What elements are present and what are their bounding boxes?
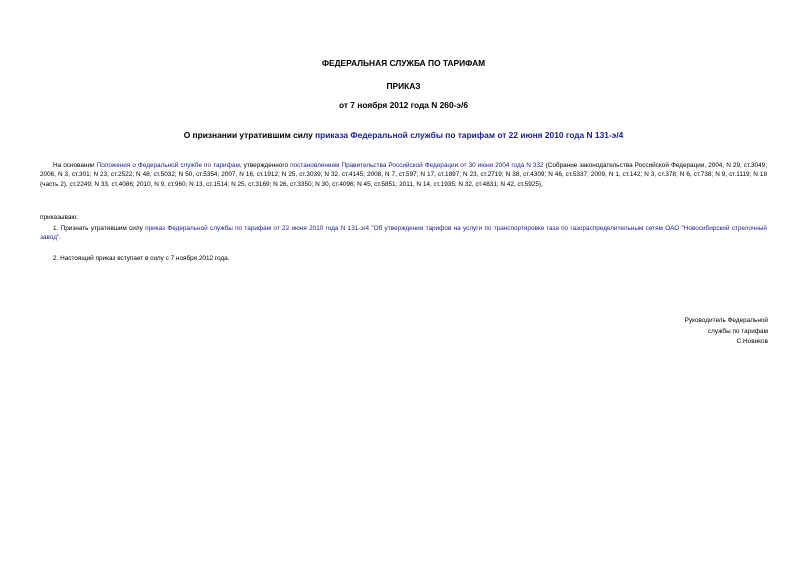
basis-text-2: , утвержденного (239, 162, 291, 169)
order-item-2: 2. Настоящий приказ вступает в силу с 7 ноября 2012 года. (53, 255, 230, 262)
title-text: О признании утратившим силу (183, 130, 316, 140)
order-item-1 (40, 224, 767, 243)
document-title (0, 130, 807, 140)
signature-position-line-1: Руководитель Федеральной (684, 317, 768, 324)
government-decree-link[interactable]: постановлением Правительства Российской Федерации от 30 июня 2004 года N 332 (290, 162, 544, 169)
document-type: ПРИКАЗ (386, 81, 421, 91)
signature-block (685, 316, 768, 348)
repealed-order-link[interactable]: приказ Федеральной службы по тарифам от 22 июня 2010 года N 131-э/4 "Об утверждении тарифов на услуги по транспортировке газа по газораспределительным сетям ОАО "Новосибирский стрелочный завод" (40, 225, 767, 242)
signature-position-line-2: службы по тарифам (707, 327, 768, 335)
order-word: приказываю: (40, 214, 78, 221)
title-link[interactable]: приказа Федеральной службы по тарифам от 22 июня 2010 года N 131-э/4 (315, 130, 624, 140)
signatory-name: С.Новиков (736, 338, 768, 345)
item1-prefix: 1. Признать утратившим силу (53, 225, 146, 232)
agency-name: ФЕДЕРАЛЬНАЯ СЛУЖБА ПО ТАРИФАМ (321, 58, 486, 68)
regulation-link[interactable]: Положения о Федеральной службе по тарифам (96, 162, 240, 169)
basis-text-1: На основании (53, 162, 97, 169)
item1-suffix: . (59, 234, 61, 242)
basis-text-3: (Собрание законодательства Российской Федерации, 2004, N 29, ст.3049; 2006, N 3, ст.301; N 23, ст.2522; N 48, ст.5032; N 50, ст.5354; 2007, N 16, ст.1912; N 25, ст.3039; N 32, ст.4145; 2008, N 7, ст.597; N 17, ст.1897; N 23, ст.2719; N 38, ст.4309; N 46, ст.5337; 2009, N 1, ст.142; N 3, ст.378; N 6, ст.738; N 9, ст.1119; N 18 (часть 2), ст.2249; N 33, ст.4086; 2010, N 9, ст.960; N 13, ст.1514; N 25, ст.3169; N 26, ст.3350; N 30, ст.4096; N 45, ст.5851; 2011, N 14, ст.1935; N 32, ст.4831; N 42, ст.5925), (40, 162, 767, 188)
basis-paragraph (40, 161, 767, 189)
document-date-number: от 7 ноября 2012 года N 260-э/6 (338, 100, 469, 110)
